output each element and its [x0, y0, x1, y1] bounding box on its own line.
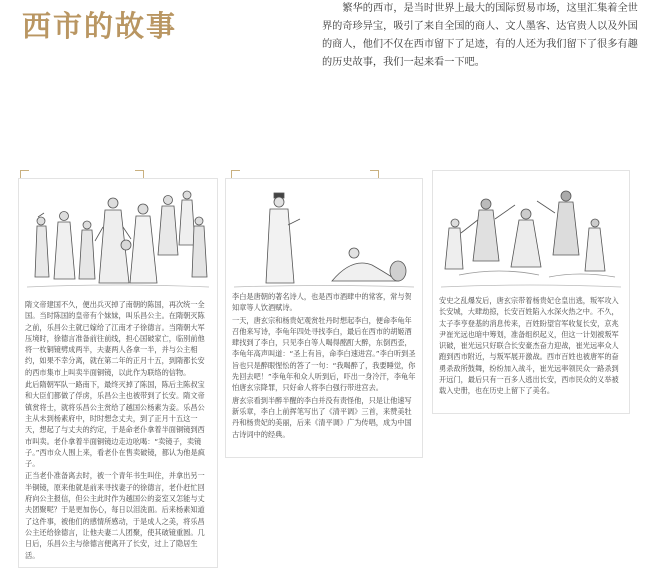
story-paragraph: 李白是唐朝的著名诗人，也是西市酒肆中的常客，常与贺知章等人饮酒赋诗。 — [232, 292, 412, 313]
drunk-poet-illustration — [232, 187, 416, 291]
story-text-li-bai-zui-wo-xi-shi — [232, 291, 416, 440]
court-scene-illustration — [25, 187, 211, 291]
story-paragraph: 安史之乱爆发后，唐玄宗带着杨贵妃仓皇出逃，叛军攻入长安城，大肆劫掠，长安百姓陷入水深火热之中。不久，太子李亨登基的消息传来，百姓盼望官军收复长安，京兆尹崔光远也暗中筹划，准备组织起义，但这一计划被叛军识破，崔光远只好联合长安豪杰奋力迎战，崔光远率众人跑到西市附近，与叛军展开激战。西市百姓也被唐军的奋勇杀敌所鼓舞，纷纷加入战斗，崔光远率领民众一路杀到开远门，最后只有一百多人逃出长安，西市民众的义举被载入史册，也在历史上留下了美名。 — [439, 296, 619, 396]
page-title: 西市的故事 — [22, 9, 178, 43]
story-panel-xi-shi-ju-yi — [432, 170, 630, 414]
story-panel-li-bai-zui-wo-xi-shi — [225, 178, 423, 458]
story-paragraph: 唐玄宗看到半醉半醒的李白并没有责怪他，只是让他速写新乐章，李白上前挥笔写出了《清平调》三首，来赞美牡丹和杨贵妃的美丽，后来《清平调》广为传唱，成为中国古诗词中的经典。 — [232, 395, 412, 439]
story-paragraph: 隋文帝建国不久，便出兵灭掉了南朝的陈国，再次统一全国。当时陈国的皇帝有个妹妹，叫乐昌公主。在隋朝灭陈之前，乐昌公主就已嫁给了江南才子徐德言。当隋朝大军压境时，徐德言准备前往前线，担心国破家亡，临别前他将一枚铜镜劈成两半，夫妻两人各拿一半，并与公主相约，如果不幸分离，就在第二年的正月十五，到隋都长安的西市集市上叫卖半面铜镜，以此作为联络的信物。 — [25, 300, 205, 377]
story-paragraph: 此后隋朝军队一路南下，最终灭掉了陈国，陈后主陈叔宝和大臣们都做了俘虏，乐昌公主也被带到了长安。隋文帝镇赏将士，就将乐昌公主赏给了越国公杨素为妾。乐昌公主从未到杨素府中，时时想念丈夫，到了正月十五这一天，想起了与丈夫的约定，于是命老仆拿着半面铜镜到西市叫卖。老仆拿着半面铜镜边走边吆喝：“卖镜子，卖镜子。”西市众人围上来，看老仆在售卖破镜，都认为他是疯子。 — [25, 380, 205, 469]
story-paragraph: 一天，唐玄宗和杨贵妃观赏牡丹时想起李白，便命李龟年召他来写诗，李龟年四处寻找李白，最后在西市的胡姬酒肆找到了李白，只见李白等人喝得酩酊大醉，东倒西歪，李龟年高声叫道：“圣上有旨，命李白速进宫。”李白听到圣旨也只是醉眼惺忪的答了一句：“我喝醉了，我要睡觉，你先回去吧！”李龟年和众人听到后，吓出一身冷汗，李龟年怕唐玄宗降罪，只好命人将李白强行带进宫去。 — [232, 315, 416, 393]
story-text-po-jing-chong-yuan — [25, 299, 211, 561]
story-paragraph: 正当老仆准备离去时，被一个青年书生叫住，并拿出另一半铜镜，原来他就是前来寻找妻子的徐德言，老仆赶忙回府向公主报信，但公主此时作为越国公的妾室又怎能与丈夫团聚呢？于是更加伤心，每日以泪洗面。后来杨素知道了这件事，被他们的感情所感动，于是成人之美，将乐昌公主还给徐德言，让他夫妻二人团聚，使其破镜重圆。几日后，乐昌公主与徐德言便离开了长安，过上了隐居生活。 — [25, 471, 205, 560]
story-text-xi-shi-ju-yi — [439, 295, 623, 397]
battle-scene-illustration — [439, 179, 623, 291]
intro-paragraph: 繁华的西市，是当时世界上最大的国际贸易市场，这里汇集着全世界的奇珍异宝，吸引了来自全国的商人、文人墨客、达官贵人以及外国的商人，他们不仅在西市留下了足迹，有的人还为我们留下了很多有趣的历史故事，我们一起来看一下吧。 — [322, 3, 638, 68]
story-panel-po-jing-chong-yuan — [18, 178, 218, 568]
